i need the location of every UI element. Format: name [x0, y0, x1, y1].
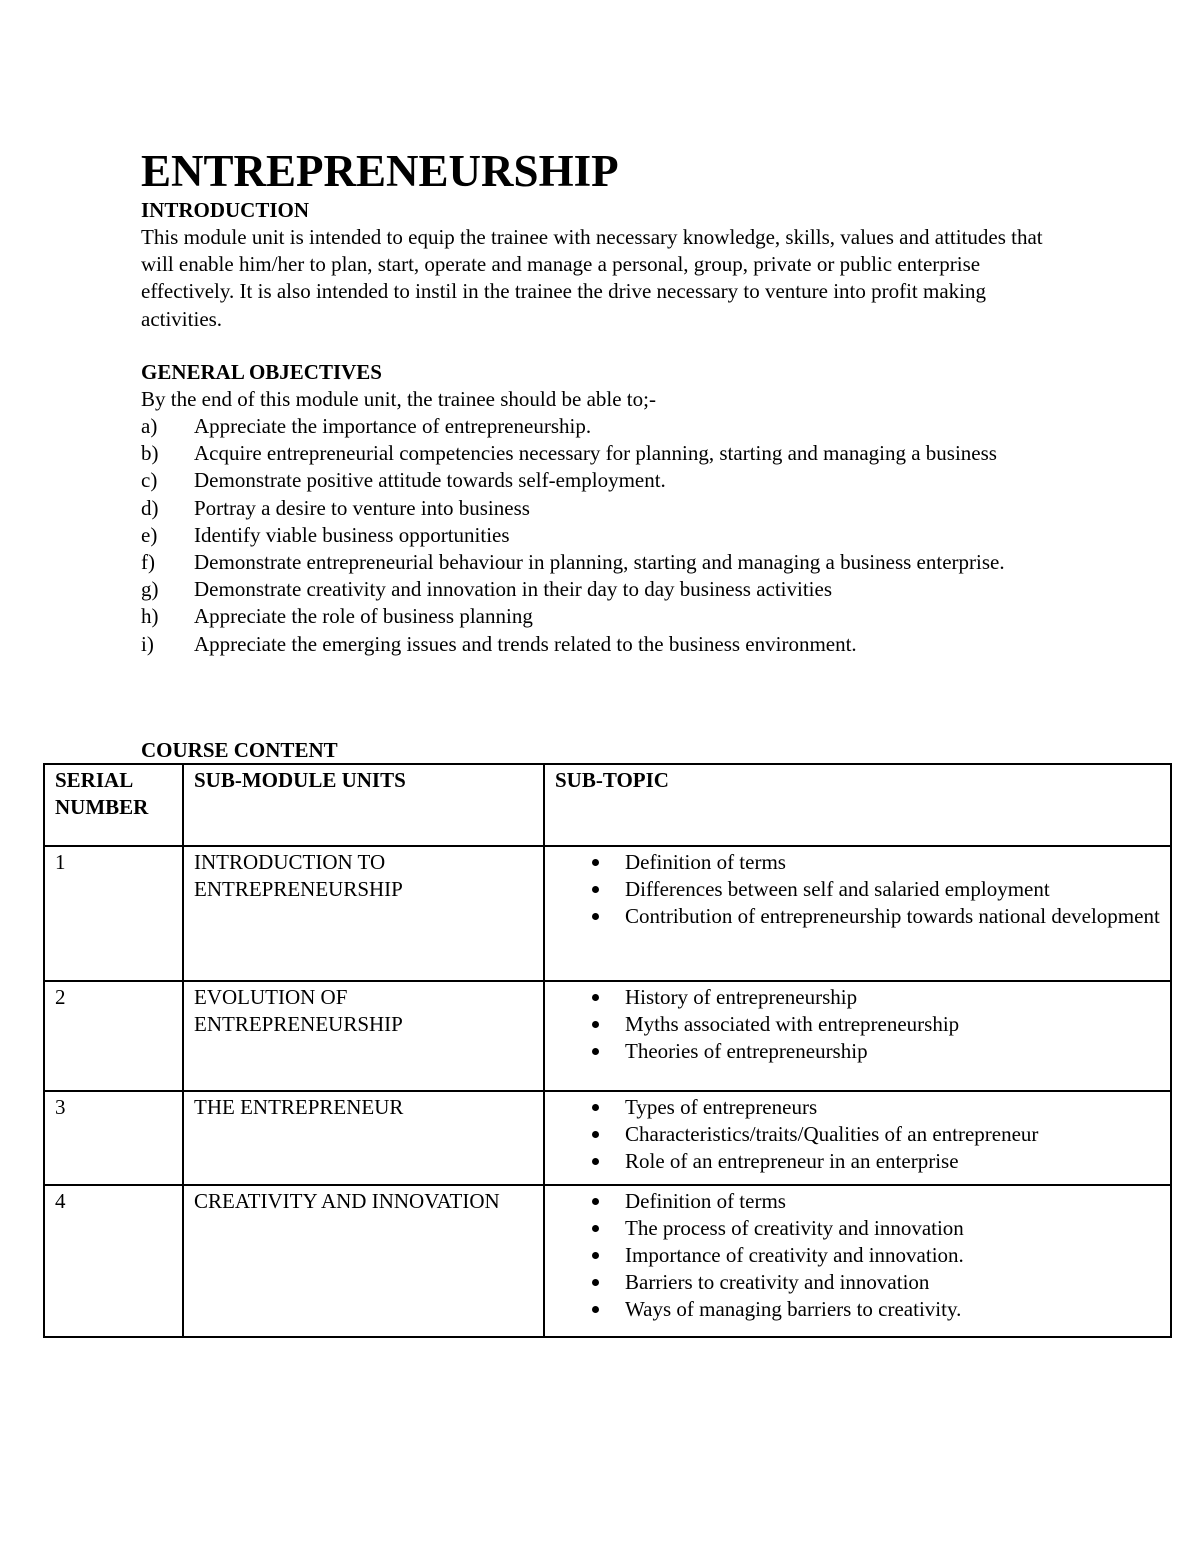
topic-item: Characteristics/traits/Qualities of an entrepreneur: [625, 1121, 1160, 1148]
objective-marker: b): [141, 441, 159, 466]
bullet-icon: [592, 1021, 599, 1028]
unit-cell: THE ENTREPRENEUR: [183, 1091, 544, 1185]
bullet-icon: [592, 994, 599, 1001]
serial-cell: 4: [44, 1185, 183, 1337]
general-objectives-heading: GENERAL OBJECTIVES: [141, 360, 382, 384]
topic-item: Importance of creativity and innovation.: [625, 1242, 1160, 1269]
objective-item: [141, 631, 1041, 658]
bullet-icon: [592, 1131, 599, 1138]
topic-list: [555, 984, 1160, 1066]
bullet-icon: [592, 1158, 599, 1165]
introduction-heading: INTRODUCTION: [141, 198, 310, 222]
objective-item: [141, 495, 1041, 522]
course-content-heading: COURSE CONTENT: [141, 738, 338, 762]
topic-cell: [544, 846, 1171, 981]
table-row: [44, 981, 1171, 1091]
objective-item: [141, 440, 1041, 467]
column-header-serial: SERIAL NUMBER: [44, 764, 183, 846]
objective-marker: f): [141, 550, 155, 575]
topic-item: Differences between self and salaried employment: [625, 876, 1160, 903]
topic-cell: [544, 1185, 1171, 1337]
table-row: [44, 1091, 1171, 1185]
bullet-icon: [592, 1225, 599, 1232]
topic-item: Definition of terms: [625, 1188, 1160, 1215]
bullet-icon: [592, 1104, 599, 1111]
objective-text: Appreciate the importance of entrepreneurship.: [194, 414, 592, 438]
topic-cell: [544, 981, 1171, 1091]
objective-text: Demonstrate positive attitude towards self-employment.: [194, 468, 666, 493]
objective-item: [141, 467, 1041, 494]
bullet-icon: [592, 886, 599, 893]
document-title: ENTREPRENEURSHIP: [141, 146, 619, 196]
objective-item: [141, 549, 1041, 576]
topic-item: Ways of managing barriers to creativity.: [625, 1296, 1160, 1323]
table-row: [44, 1185, 1171, 1337]
objective-marker: g): [141, 577, 159, 602]
introduction-text: This module unit is intended to equip the trainee with necessary knowledge, skills, values and attitudes that will enable him/her to plan, start, operate and manage a personal, group, private or public enterprise effectively. It is also intended to instil in the trainee the drive necessary to venture into profit making activities.: [141, 225, 1043, 331]
column-header-unit: SUB-MODULE UNITS: [183, 764, 544, 846]
topic-list: [555, 849, 1160, 931]
objective-text: Appreciate the role of business planning: [194, 604, 533, 629]
table-header-row: [44, 764, 1171, 846]
column-header-topic: SUB-TOPIC: [544, 764, 1171, 846]
objective-marker: d): [141, 495, 159, 520]
topic-item: The process of creativity and innovation: [625, 1215, 1160, 1242]
objective-marker: c): [141, 468, 158, 493]
topic-list: [555, 1188, 1160, 1324]
serial-cell: 3: [44, 1091, 183, 1185]
objective-marker: i): [141, 631, 154, 656]
objective-text: Acquire entrepreneurial competencies necessary for planning, starting and managing a business: [194, 441, 997, 466]
unit-cell: CREATIVITY AND INNOVATION: [183, 1185, 544, 1337]
objective-text: Portray a desire to venture into business: [194, 495, 530, 520]
topic-list: [555, 1094, 1160, 1176]
unit-cell: EVOLUTION OF ENTREPRENEURSHIP: [183, 981, 544, 1091]
serial-cell: 2: [44, 981, 183, 1091]
topic-item: Types of entrepreneurs: [625, 1094, 1160, 1121]
unit-cell: INTRODUCTION TO ENTREPRENEURSHIP: [183, 846, 544, 981]
bullet-icon: [592, 1252, 599, 1259]
objective-text: Demonstrate creativity and innovation in their day to day business activities: [194, 577, 833, 602]
topic-item: Theories of entrepreneurship: [625, 1038, 1160, 1065]
bullet-icon: [592, 1198, 599, 1205]
objective-text: Appreciate the emerging issues and trends related to the business environment.: [194, 631, 857, 656]
course-content-table: [43, 763, 1172, 1338]
objectives-list: [141, 413, 1041, 658]
topic-item: Barriers to creativity and innovation: [625, 1269, 1160, 1296]
topic-item: Definition of terms: [625, 849, 1160, 876]
general-objectives-intro: By the end of this module unit, the trainee should be able to;-: [141, 387, 656, 411]
serial-cell: 1: [44, 846, 183, 981]
objective-marker: e): [141, 522, 158, 547]
topic-item: Contribution of entrepreneurship towards national development: [625, 903, 1160, 930]
bullet-icon: [592, 1279, 599, 1286]
bullet-icon: [592, 1306, 599, 1313]
objective-marker: h): [141, 604, 159, 629]
objective-item: [141, 603, 1041, 630]
table-row: [44, 846, 1171, 981]
objective-text: Demonstrate entrepreneurial behaviour in planning, starting and managing a business enterprise.: [194, 550, 1005, 575]
objective-item: [141, 413, 1041, 440]
bullet-icon: [592, 913, 599, 920]
topic-item: Myths associated with entrepreneurship: [625, 1011, 1160, 1038]
topic-cell: [544, 1091, 1171, 1185]
topic-item: Role of an entrepreneur in an enterprise: [625, 1148, 1160, 1175]
objective-text: Identify viable business opportunities: [194, 522, 510, 547]
bullet-icon: [592, 859, 599, 866]
objective-item: [141, 576, 1041, 603]
objective-item: [141, 522, 1041, 549]
objective-marker: a): [141, 414, 158, 438]
bullet-icon: [592, 1048, 599, 1055]
topic-item: History of entrepreneurship: [625, 984, 1160, 1011]
